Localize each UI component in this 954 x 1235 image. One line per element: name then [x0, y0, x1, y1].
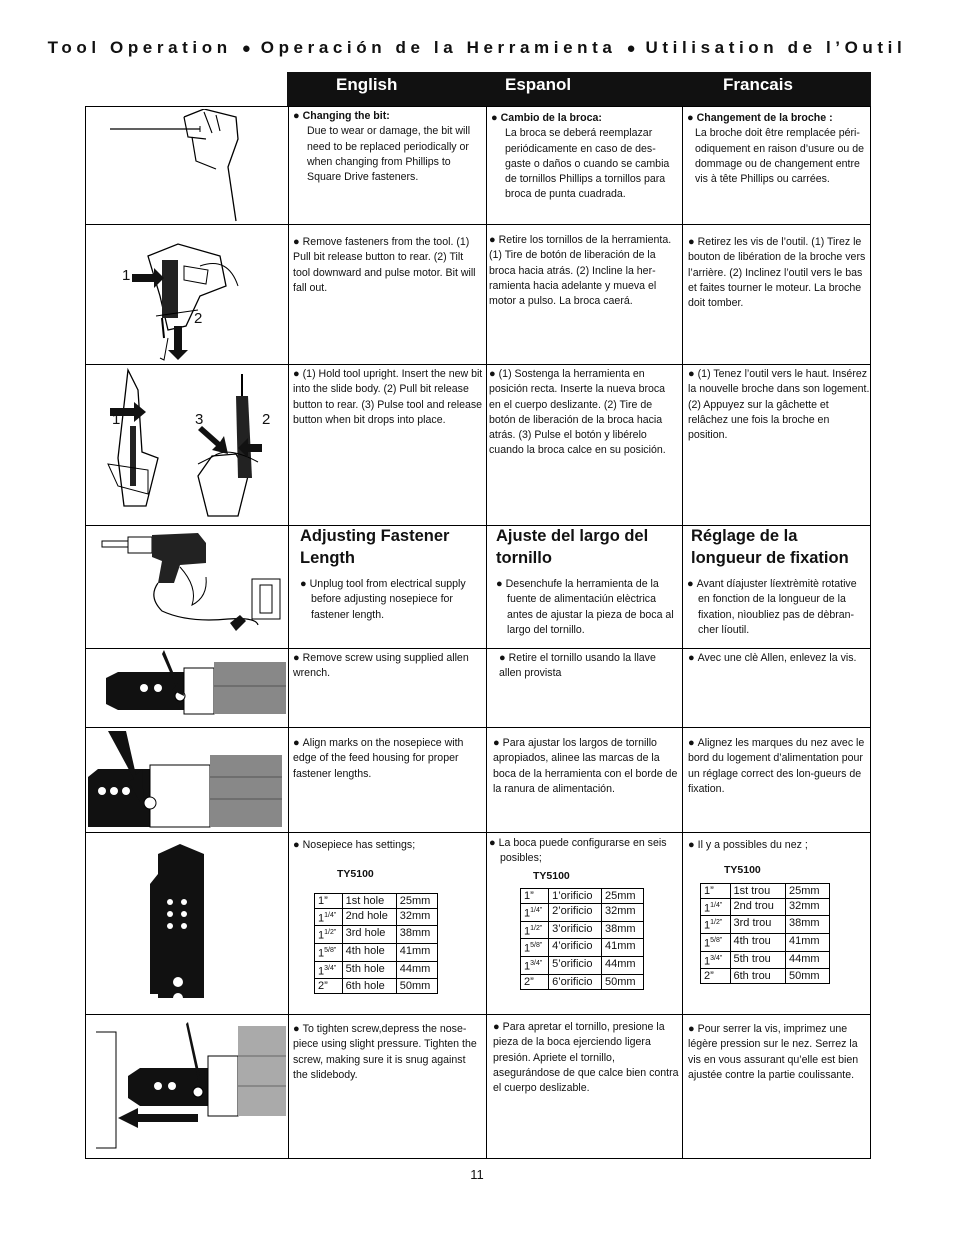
- row6-fr: ● Alignez les marques du nez avec le bord du logement d’alimentation pour un réglage correct des lon-gueurs de fixation.: [688, 737, 865, 795]
- table-title: TY5100: [533, 869, 570, 882]
- table-cell: $1^{3/4”}$: [521, 956, 549, 974]
- table-cell: $1^{3/4”}$: [701, 951, 731, 969]
- table-cell: 38mm: [396, 926, 437, 944]
- settings-table-en: [314, 893, 438, 995]
- table-cell: $1^{3/4”}$: [315, 961, 343, 979]
- table-row: [701, 916, 830, 934]
- table-cell: $1^{1/2”}$: [701, 916, 731, 934]
- remove-bit-illustration: [88, 226, 286, 362]
- table-cell: 38mm: [785, 916, 829, 934]
- step-label: 1: [112, 411, 121, 428]
- row1-es: ● Cambio de la broca: La broca se deberá reemplazar periódicamente en caso de des-gaste o daños o cuando se cambia de tornillos Phillips a tornillos para broca de punta cuadrada.: [491, 112, 670, 201]
- tighten-screw-illustration: [88, 1016, 286, 1158]
- table-row: [315, 893, 438, 908]
- row1-en: ● Changing the bit: Due to wear or damage, the bit will need to be replaced periodically or when changing from Phillips to Square Drive fasteners.: [293, 110, 471, 184]
- table-cell: 38mm: [602, 921, 644, 939]
- table-cell: 1”: [521, 888, 549, 903]
- table-cell: 1st hole: [342, 893, 396, 908]
- row4-fr: Réglage de la longueur de fixation ● Avant díajuster líextrèmitè rotative en fonction de la longueur de la fixation, nìoubliez pas de dèbran-cher líoutil.: [691, 525, 871, 638]
- settings-table-fr: [700, 883, 830, 985]
- table-cell: 1st trou: [730, 883, 785, 898]
- table-cell: 6th hole: [342, 979, 396, 994]
- table-cell: $1^{1/4”}$: [701, 898, 731, 916]
- table-cell: 44mm: [396, 961, 437, 979]
- table-cell: 32mm: [785, 898, 829, 916]
- table-cell: 3rd trou: [730, 916, 785, 934]
- row2-es: ● Retire los tornillos de la herramienta. (1) Tire de botón de liberación de la broca hacia atrás. (2) Incline la her-ramienta hacia adelante y mueva el motor a pulso. La broca caerá.: [489, 234, 672, 308]
- row3-en: ● (1) Hold tool upright. Insert the new bit into the slide body. (2) Pull bit release button to rear. (3) Pulse tool and release button when bit drops into place.: [293, 368, 483, 426]
- column-header-francais: Francais: [723, 75, 793, 94]
- row4-en: Adjusting Fastener Length ● Unplug tool from electrical supply before adjusting nosepiece for fastener length.: [300, 525, 480, 623]
- row2-en: ● Remove fasteners from the tool. (1) Pull bit release button to rear. (2) Tilt tool downward and pulse motor. Bit will fall out.: [293, 236, 476, 294]
- table-row: [315, 908, 438, 926]
- table-cell: $1^{1/2”}$: [315, 926, 343, 944]
- table-cell: 2’orificio: [549, 903, 602, 921]
- column-header-english: English: [336, 75, 398, 94]
- table-cell: $1^{5/8”}$: [521, 939, 549, 957]
- table-cell: $1^{5/8”}$: [315, 943, 343, 961]
- nosepiece-remove-screw-illustration: [88, 650, 286, 725]
- table-row: [701, 898, 830, 916]
- section-heading: Adjusting Fastener Length: [300, 527, 450, 567]
- nosepiece-settings-illustration: [88, 834, 286, 1012]
- table-cell: 1’orificio: [549, 888, 602, 903]
- table-cell: 50mm: [602, 974, 644, 989]
- table-cell: 2”: [521, 974, 549, 989]
- page-number: 11: [470, 1167, 484, 1182]
- table-cell: 3rd hole: [342, 926, 396, 944]
- step-label: 1: [122, 267, 131, 284]
- table-row: [701, 883, 830, 898]
- table-cell: 44mm: [602, 956, 644, 974]
- table-cell: $1^{1/4”}$: [521, 903, 549, 921]
- table-row: [521, 974, 644, 989]
- row8-en: ● To tighten screw,depress the nose-piece using slight pressure. Tighten the screw, making sure it is snug against the slidebody.: [293, 1023, 477, 1081]
- table-row: [521, 939, 644, 957]
- row8-fr: ● Pour serrer la vis, imprimez une légère pression sur le nez. Serrez la vis en vous assurant qu’elle est bien ajustée contre la partie coulissante.: [688, 1023, 859, 1081]
- table-cell: 3’orificio: [549, 921, 602, 939]
- nosepiece-align-marks-illustration: [88, 729, 286, 830]
- table-cell: 41mm: [785, 933, 829, 951]
- step-label: 2: [262, 411, 271, 428]
- table-row: [521, 888, 644, 903]
- row3-es: ● (1) Sostenga la herramienta en posición recta. Inserte la nueva broca en el cuerpo deslizante. (2) Tire de botón de liberación de la broca hacia atrás. (3) Pulse el botón y libérelo cuando la broca calce en su posición.: [489, 368, 666, 457]
- table-row: [701, 951, 830, 969]
- table-cell: 1”: [315, 893, 343, 908]
- row7-es: ● La boca puede configurarse en seis posibles; TY5100 1” 1’orificio 25mm $1^{1/4”}$ 2’orificio 32mm $1^{1/2”}$ 3’orificio 38mm $1^{5/8”}$ 4’orificio 41mm $1^{3/4”}$ 5’orificio 44mm 2” 6’orificio 50mm: [489, 836, 679, 990]
- section-heading: Réglage de la longueur de fixation: [691, 527, 849, 567]
- insert-bit-illustration: [88, 366, 286, 523]
- table-row: [315, 943, 438, 961]
- table-cell: 41mm: [602, 939, 644, 957]
- unplug-tool-illustration: [88, 527, 286, 646]
- step-label: 2: [194, 310, 203, 327]
- table-cell: 50mm: [785, 969, 829, 984]
- table-cell: $1^{1/2”}$: [521, 921, 549, 939]
- row7-fr: ● Il y a possibles du nez ; TY5100 1” 1st trou 25mm $1^{1/4”}$ 2nd trou 32mm $1^{1/2”}$ 3rd trou 38mm $1^{5/8”}$ 4th trou 41mm $1^{3/4”}$ 5th trou 44mm 2” 6th trou 50mm: [688, 838, 870, 984]
- settings-table-es: [520, 888, 644, 990]
- table-cell: 4’orificio: [549, 939, 602, 957]
- table-row: [521, 921, 644, 939]
- row5-fr: ● Avec une clè Allen, enlevez la vis.: [688, 652, 857, 664]
- table-cell: 2nd trou: [730, 898, 785, 916]
- table-row: [315, 979, 438, 994]
- table-cell: 41mm: [396, 943, 437, 961]
- row3-fr: ● (1) Tenez l’outil vers le haut. Insérez la nouvelle broche dans son logement. (2) Appuyez sur la gâchette et relâchez une fois la broche en position.: [688, 368, 870, 442]
- section-heading: Ajuste del largo del tornillo: [496, 527, 649, 567]
- table-cell: 5’orificio: [549, 956, 602, 974]
- row5-es: ● Retire el tornillo usando la llave allen provista: [499, 652, 656, 680]
- table-row: [315, 926, 438, 944]
- table-cell: $1^{5/8”}$: [701, 933, 731, 951]
- step-label: 3: [195, 411, 204, 428]
- table-row: [315, 961, 438, 979]
- page-title: Tool Operation ● Operación de la Herramienta ● Utilisation de l’Outil: [47, 38, 907, 57]
- table-cell: 25mm: [785, 883, 829, 898]
- row6-es: ● Para ajustar los largos de tornillo apropiados, alinee las marcas de la boca de la herramienta con el borde de la ranura de alimentación.: [493, 737, 678, 795]
- row6-en: ● Align marks on the nosepiece with edge of the feed housing for proper fastener lengths.: [293, 737, 464, 780]
- table-cell: 2”: [315, 979, 343, 994]
- table-row: [521, 956, 644, 974]
- row1-fr: ● Changement de la broche : La broche doit être remplacée péri-odiquement en raison d’usure ou de dommage ou de changement entre vis à tête Phillips ou carrées.: [687, 112, 865, 186]
- table-cell: 6th trou: [730, 969, 785, 984]
- table-cell: 44mm: [785, 951, 829, 969]
- row5-en: ● Remove screw using supplied allen wrench.: [293, 652, 469, 680]
- table-cell: 5th trou: [730, 951, 785, 969]
- table-cell: 5th hole: [342, 961, 396, 979]
- table-cell: 1”: [701, 883, 731, 898]
- table-row: [701, 969, 830, 984]
- table-title: TY5100: [724, 864, 761, 877]
- table-cell: 25mm: [602, 888, 644, 903]
- table-cell: 32mm: [602, 903, 644, 921]
- table-cell: 4th hole: [342, 943, 396, 961]
- row7-en: ● Nosepiece has settings; TY5100 1” 1st hole 25mm $1^{1/4”}$ 2nd hole 32mm $1^{1/2”}$ 3rd hole 38mm $1^{5/8”}$ 4th hole 41mm $1^{3/4”}$ 5th hole 44mm 2” 6th hole 50mm: [293, 838, 483, 994]
- table-cell: 6’orificio: [549, 974, 602, 989]
- row2-fr: ● Retirez les vis de l’outil. (1) Tirez le bouton de libération de la broche vers l’arrière. (2) Inclinez l’outil vers le bas et faites tourner le moteur. La broche doit tomber.: [688, 236, 866, 310]
- hand-holding-bit-illustration: [88, 109, 286, 222]
- table-cell: 4th trou: [730, 933, 785, 951]
- column-header-espanol: Espanol: [505, 75, 572, 94]
- row8-es: ● Para apretar el tornillo, presione la pieza de la boca ejerciendo ligera presión. Apriete el tornillo, asegurándose de que calce bien contra el cuerpo deslizable.: [493, 1021, 679, 1095]
- table-row: [701, 933, 830, 951]
- language-header-bar: [287, 72, 871, 106]
- instruction-table: [85, 106, 871, 1159]
- table-cell: 32mm: [396, 908, 437, 926]
- table-cell: 2nd hole: [342, 908, 396, 926]
- table-title: TY5100: [337, 868, 374, 881]
- table-cell: 25mm: [396, 893, 437, 908]
- table-row: [521, 903, 644, 921]
- table-cell: 2”: [701, 969, 731, 984]
- table-cell: 50mm: [396, 979, 437, 994]
- row4-es: Ajuste del largo del tornillo ● Desenchufe la herramienta de la fuente de alimentaciún elèctrica antes de ajustar la pieza de boca al largo del tornillo.: [496, 525, 680, 638]
- table-cell: $1^{1/4”}$: [315, 908, 343, 926]
